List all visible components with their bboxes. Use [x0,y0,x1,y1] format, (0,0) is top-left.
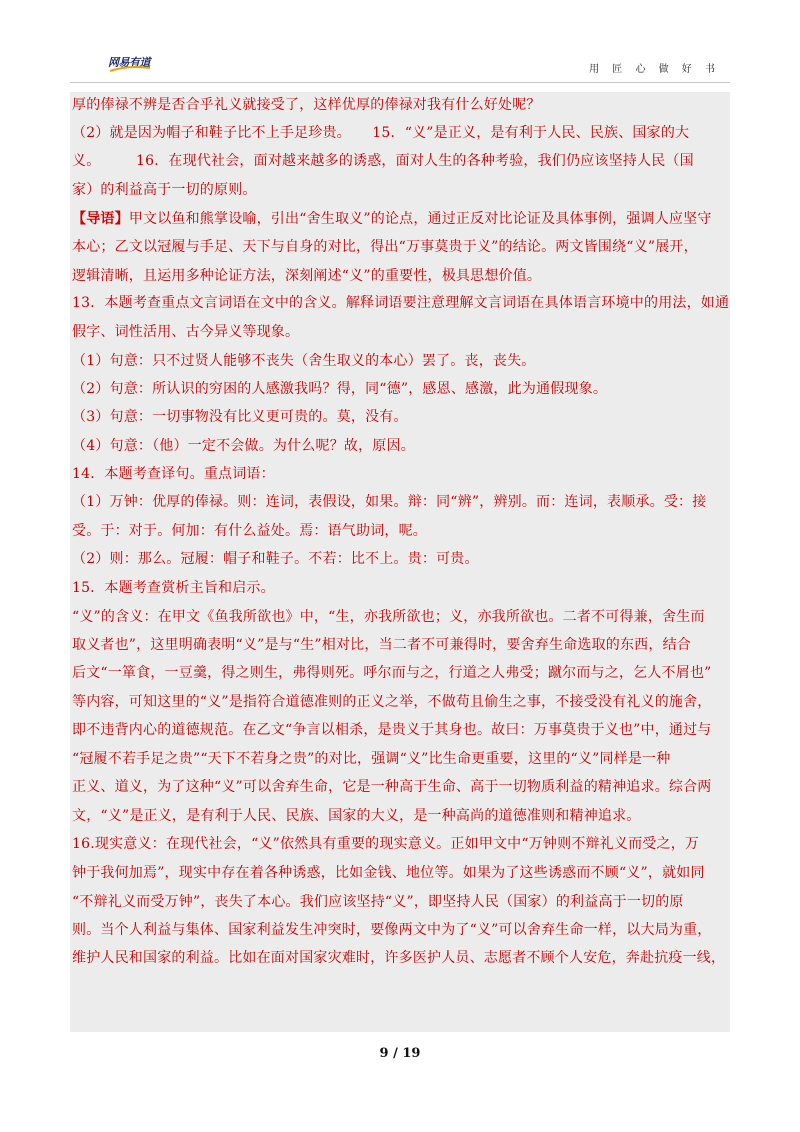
publisher-logo [108,54,152,76]
text-line [72,323,728,341]
text-line [72,210,728,228]
line-text: “冠履不若手足之贵”“天下不若身之贵”的对比，强调“义”比生命更重要，这里的“义”同样是一种 [72,751,671,767]
text-line [72,664,728,682]
page-number [0,1046,800,1061]
text-line [72,124,728,142]
line-text: 16.现实意义：在现代社会，“义”依然具有重要的现实意义。正如甲文中“万钟则不辩礼义而受之，万 [72,836,700,852]
text-line [72,380,728,398]
line-text: 钟于我何加焉”，现实中存在着各种诱惑，比如金钱、地位等。如果为了这些诱惑而不顾“义”，就如同 [72,865,705,881]
text-line [72,550,728,568]
line-text: 等内容，可知这里的“义”是指符合道德准则的正义之举，不做苟且偷生之事，不接受没有礼义的施舍， [72,694,712,710]
text-line [72,864,728,882]
text-line [72,152,728,170]
text-line [72,921,728,939]
lead-label: 【导语】 [72,211,129,227]
text-line [72,579,728,597]
header-slogan: 用 匠 心 做 好 书 [589,64,720,75]
line-text: （2）句意：所认识的穷困的人感激我吗？得，同“德”，感恩、感激，此为通假现象。 [72,381,608,397]
line-text: 正义、道义，为了这种“义”可以舍弃生命，它是一种高于生命、高于一切物质利益的精神追求。综合两 [72,779,712,795]
line-text: “不辩礼义而受万钟”，丧失了本心。我们应该坚持“义”，即坚持人民（国家）的利益高于一切的原 [72,894,684,910]
text-line [72,181,728,199]
line-text: 文，“义”是正义，是有利于人民、民族、国家的大义，是一种高尚的道德准则和精神追求。 [72,808,641,824]
text-line [72,636,728,654]
text-line [72,465,728,483]
line-text: 假字、词性活用、古今异义等现象。 [72,324,300,340]
text-line [72,778,728,796]
page-total: 19 [402,1046,421,1061]
line-text: 14．本题考查译句。重点词语： [72,466,275,482]
text-line [72,893,728,911]
text-line [72,693,728,711]
line-text: （4）句意：（他）一定不会做。为什么呢？故，原因。 [72,438,415,454]
line-text: 后文“一箪食，一豆羹，得之则生，弗得则死。呼尔而与之，行道之人弗受；蹴尔而与之，乞人不屑也” [72,665,712,681]
page-separator: / [393,1046,398,1061]
text-line [72,437,728,455]
line-text: （3）句意：一切事物没有比义更可贵的。莫，没有。 [72,409,408,425]
line-text: 则。当个人利益与集体、国家利益发生冲突时，要像两文中为了“义”可以舍弃生命一样，以大局为重， [72,922,712,938]
document-body [70,92,730,1032]
line-text: （1）句意：只不过贤人能够不丧失（舍生取义的本心）罢了。丧，丧失。 [72,353,536,369]
line-text: 本心；乙文以冠履与手足、天下与自身的对比，得出“万事莫贵于义”的结论。两文皆围绕“义”展开， [72,239,698,255]
page-header [70,52,730,83]
text-line [72,267,728,285]
logo-text: 网易有道 [108,56,150,69]
line-text: 15．本题考查赏析主旨和启示。 [72,580,275,596]
text-line [72,522,728,540]
text-line [72,835,728,853]
text-line [72,721,728,739]
logo-swoosh-icon [108,65,152,75]
text-line [72,807,728,825]
text-line [72,493,728,511]
text-line [72,238,728,256]
page-current: 9 [379,1046,389,1061]
text-line [72,949,728,967]
text-line [72,294,728,312]
line-text: 逻辑清晰，且运用多种论证方法，深刻阐述“义”的重要性，极具思想价值。 [72,268,542,284]
line-text: 厚的俸禄不辨是否合乎礼义就接受了，这样优厚的俸禄对我有什么好处呢？ [72,97,541,113]
text-line [72,408,728,426]
text-line [72,96,728,114]
line-text: 13．本题考查重点文言词语在文中的含义。解释词语要注意理解文言词语在具体语言环境中的用法，如通 [72,295,730,311]
line-text: 受。于：对于。何加：有什么益处。焉：语气助词，呢。 [72,523,427,539]
line-text: 取义者也”，这里明确表明“义”是与“生”相对比，当二者不可兼得时，要舍弃生命选取的东西，结合 [72,637,691,653]
line-text: 维护人民和国家的利益。比如在面对国家灾难时，许多医护人员、志愿者不顾个人安危，奔赴抗疫一线， [72,950,726,966]
text-line [72,352,728,370]
text-line [72,750,728,768]
text-line [72,608,728,626]
line-text: 即不违背内心的道德规范。在乙文“争言以相杀，是贵义于其身也。故曰：万事莫贵于义也”中，通过与 [72,722,712,738]
line-text: （1）万钟：优厚的俸禄。则：连词，表假设，如果。辩：同“辨”，辨别。而：连词，表顺承。受：接 [72,494,707,510]
line-text: 甲文以鱼和熊掌设喻，引出“舍生取义”的论点，通过正反对比论证及具体事例，强调人应坚守 [128,211,712,227]
line-text: “义”的含义：在甲文《鱼我所欲也》中，“生，亦我所欲也；义，亦我所欲也。二者不可得兼，舍生而 [72,609,705,625]
line-text: 义。 16．在现代社会，面对越来越多的诱惑，面对人生的各种考验，我们仍应该坚持人民（国 [72,153,694,169]
line-text: （2）则：那么。冠履：帽子和鞋子。不若：比不上。贵：可贵。 [72,551,479,567]
line-text: 家）的利益高于一切的原则。 [72,182,257,198]
line-text: （2）就是因为帽子和鞋子比不上手足珍贵。 15．“义”是正义，是有利于人民、民族、国家的大 [72,125,690,141]
